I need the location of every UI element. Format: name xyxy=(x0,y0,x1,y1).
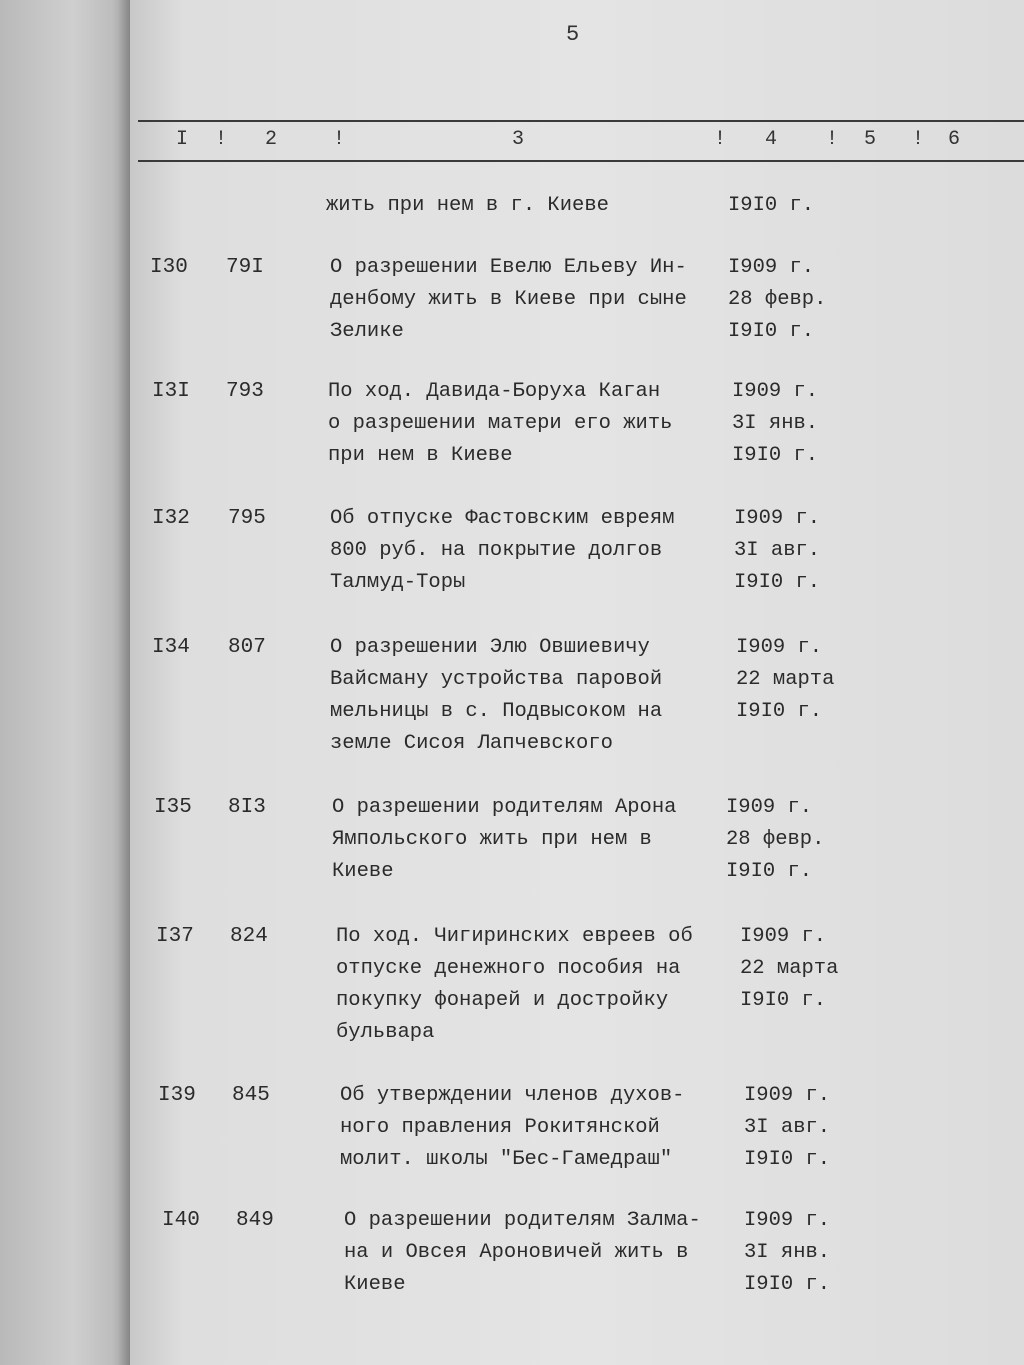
description-line: По ход. Чигиринских евреев об xyxy=(336,925,693,948)
entry-dates xyxy=(732,376,818,472)
header-col-3: 3 xyxy=(512,128,525,151)
date-line: 3I авг. xyxy=(744,1116,831,1139)
header-rule-bottom xyxy=(138,160,1024,162)
description-line: Об отпуске Фастовским евреям xyxy=(330,507,675,530)
date-line: I9I0 г. xyxy=(732,444,819,467)
date-line: I9I0 г. xyxy=(728,320,815,343)
date-line: 22 марта xyxy=(736,668,835,691)
description-line: отпуске денежного пособия на xyxy=(336,957,681,980)
date-line: 3I янв. xyxy=(732,412,819,435)
date-line: I9I0 г. xyxy=(734,571,821,594)
entry-code: 824 xyxy=(230,925,268,948)
header-rule-top xyxy=(138,120,1024,122)
entry-code: 793 xyxy=(226,380,264,403)
description-line: О разрешении Евелю Ельеву Ин- xyxy=(330,256,687,279)
entry-dates xyxy=(744,1080,830,1176)
header-separator: ! xyxy=(714,128,727,151)
description-line: мельницы в с. Подвысоком на xyxy=(330,700,663,723)
date-line: I9I0 г. xyxy=(736,700,823,723)
date-line: I909 г. xyxy=(744,1084,831,1107)
description-line: О разрешении родителям Арона xyxy=(332,796,677,819)
entry-description xyxy=(336,921,693,1049)
continuation-date: I9I0 г. xyxy=(728,194,815,217)
date-line: I9I0 г. xyxy=(740,989,827,1012)
description-line: на и Овсея Ароновичей жить в xyxy=(344,1241,689,1264)
header-separator: ! xyxy=(215,128,228,151)
header-col-1: I xyxy=(176,128,189,151)
header-col-2: 2 xyxy=(265,128,278,151)
entry-code: 795 xyxy=(228,507,266,530)
entry-code: 807 xyxy=(228,636,266,659)
entry-description xyxy=(332,792,676,888)
entry-dates xyxy=(740,921,838,1017)
continuation-text: жить при нем в г. Киеве xyxy=(326,194,609,217)
date-line: I909 г. xyxy=(736,636,823,659)
previous-page-edge xyxy=(0,0,132,1365)
entry-description xyxy=(330,632,662,760)
description-line: земле Сисоя Лапчевского xyxy=(330,732,613,755)
entry-description xyxy=(344,1205,701,1301)
entry-number: I35 xyxy=(154,796,192,819)
entry-dates xyxy=(728,252,826,348)
header-separator: ! xyxy=(826,128,839,151)
entry-number: I3I xyxy=(152,380,190,403)
entry-description xyxy=(330,503,674,599)
date-line: I9I0 г. xyxy=(744,1148,831,1171)
entry-description xyxy=(330,252,687,348)
entry-number: I30 xyxy=(150,256,188,279)
description-line: Киеве xyxy=(344,1273,406,1296)
entry-code: 845 xyxy=(232,1084,270,1107)
header-separator: ! xyxy=(333,128,346,151)
description-line: бульвара xyxy=(336,1021,435,1044)
entry-number: I40 xyxy=(162,1209,200,1232)
entry-description xyxy=(340,1080,684,1176)
description-line: денбому жить в Киеве при сыне xyxy=(330,288,687,311)
date-line: I909 г. xyxy=(728,256,815,279)
page-number: 5 xyxy=(566,22,580,47)
entry-number: I37 xyxy=(156,925,194,948)
description-line: 800 руб. на покрытие долгов xyxy=(330,539,663,562)
date-line: 3I янв. xyxy=(744,1241,831,1264)
date-line: 28 февр. xyxy=(728,288,827,311)
entry-dates xyxy=(734,503,820,599)
header-col-5: 5 xyxy=(864,128,877,151)
entry-code: 79I xyxy=(226,256,264,279)
description-line: Об утверждении членов духов- xyxy=(340,1084,685,1107)
entry-number: I39 xyxy=(158,1084,196,1107)
header-col-6: 6 xyxy=(948,128,961,151)
entry-dates xyxy=(744,1205,830,1301)
header-col-4: 4 xyxy=(765,128,778,151)
entry-number: I32 xyxy=(152,507,190,530)
date-line: I9I0 г. xyxy=(744,1273,831,1296)
date-line: I9I0 г. xyxy=(726,860,813,883)
date-line: I909 г. xyxy=(740,925,827,948)
entry-code: 8I3 xyxy=(228,796,266,819)
description-line: О разрешении родителям Залма- xyxy=(344,1209,701,1232)
entry-dates xyxy=(736,632,834,728)
description-line: Талмуд-Торы xyxy=(330,571,466,594)
description-line: покупку фонарей и достройку xyxy=(336,989,669,1012)
date-line: I909 г. xyxy=(744,1209,831,1232)
description-line: при нем в Киеве xyxy=(328,444,513,467)
date-line: I909 г. xyxy=(734,507,821,530)
date-line: 22 марта xyxy=(740,957,839,980)
description-line: о разрешении матери его жить xyxy=(328,412,673,435)
entry-number: I34 xyxy=(152,636,190,659)
entry-description xyxy=(328,376,672,472)
description-line: По ход. Давида-Боруха Каган xyxy=(328,380,661,403)
description-line: О разрешении Элю Овшиевичу xyxy=(330,636,650,659)
date-line: I909 г. xyxy=(726,796,813,819)
entry-code: 849 xyxy=(236,1209,274,1232)
date-line: I909 г. xyxy=(732,380,819,403)
description-line: Зелике xyxy=(330,320,404,343)
description-line: молит. школы "Бес-Гамедраш" xyxy=(340,1148,673,1171)
date-line: 28 февр. xyxy=(726,828,825,851)
description-line: ного правления Рокитянской xyxy=(340,1116,660,1139)
description-line: Ямпольского жить при нем в xyxy=(332,828,652,851)
description-line: Вайсману устройства паровой xyxy=(330,668,663,691)
description-line: Киеве xyxy=(332,860,394,883)
header-separator: ! xyxy=(912,128,925,151)
entry-dates xyxy=(726,792,824,888)
date-line: 3I авг. xyxy=(734,539,821,562)
